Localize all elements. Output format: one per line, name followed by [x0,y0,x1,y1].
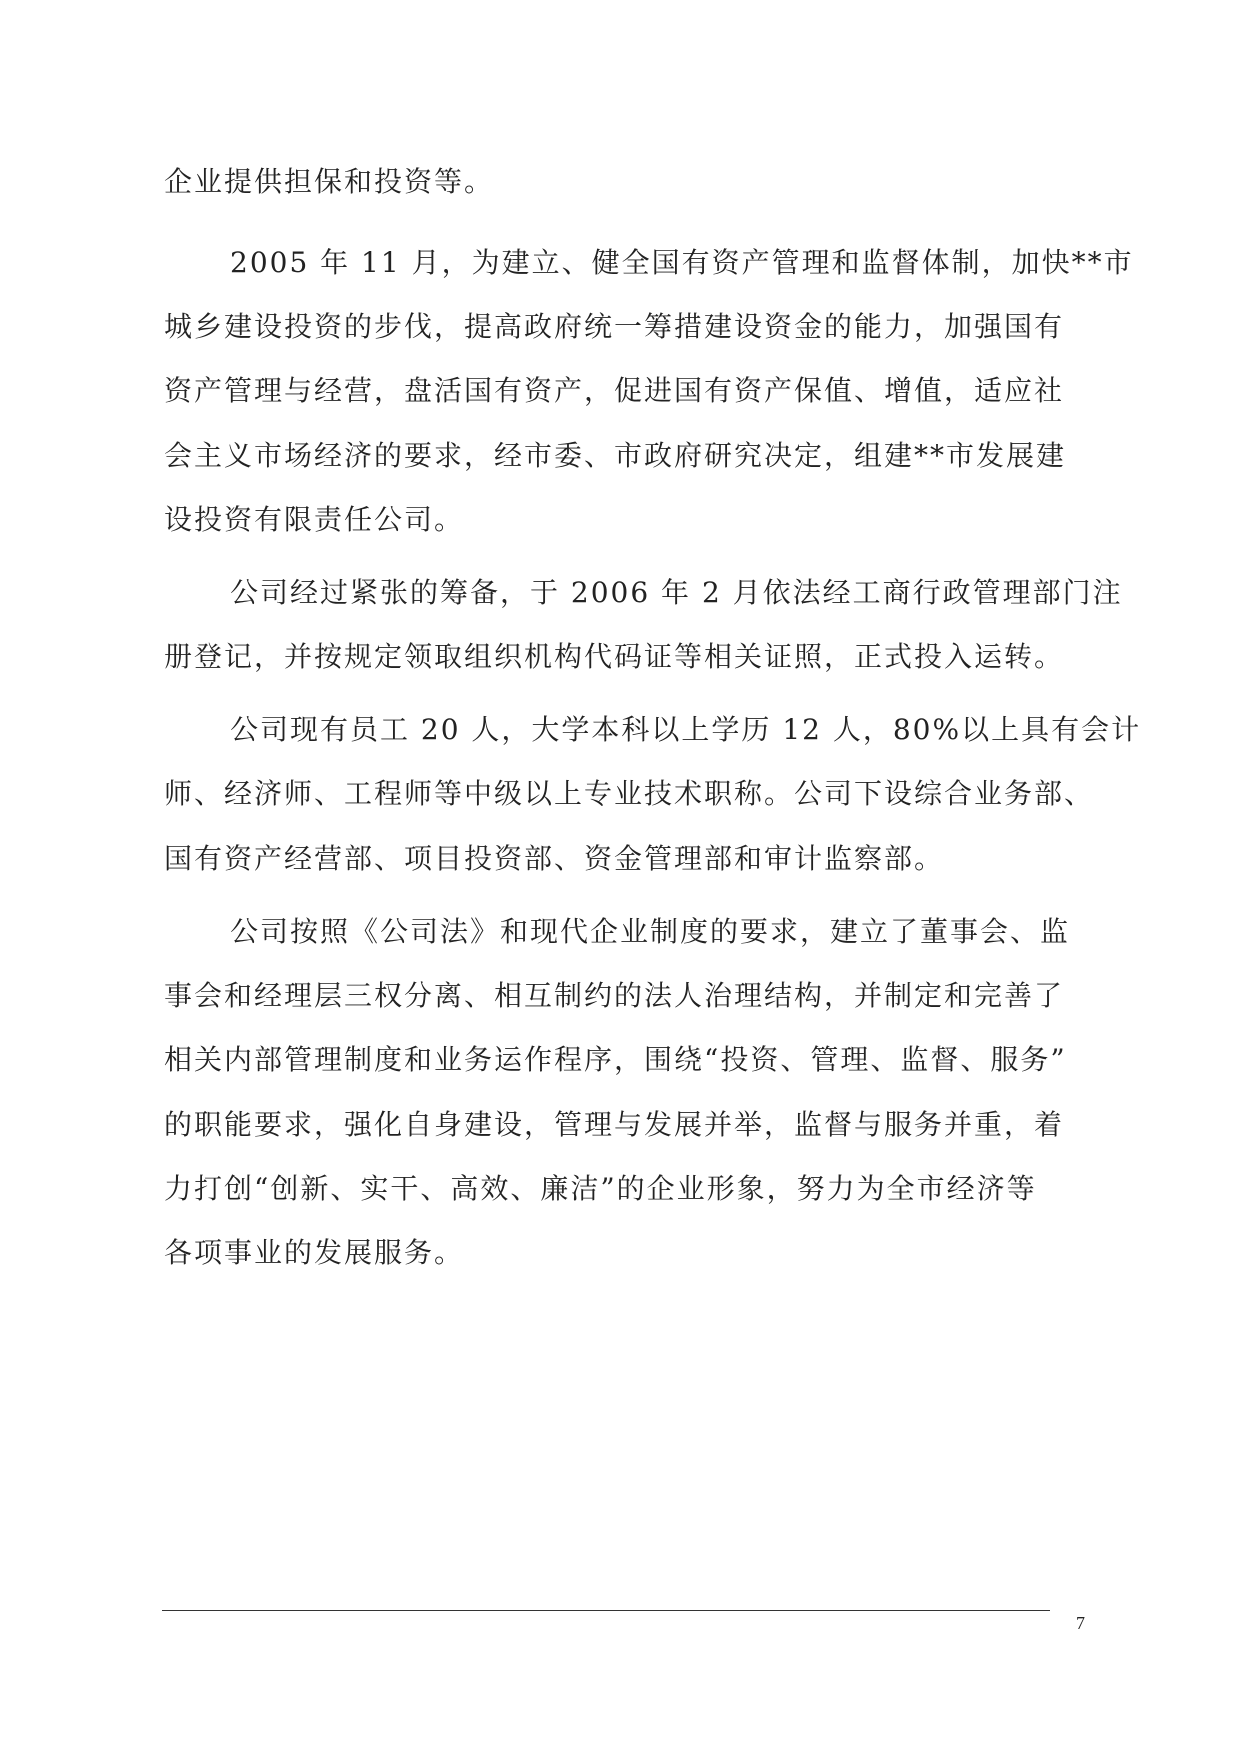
text-line: 的职能要求，强化自身建设，管理与发展并举，监督与服务并重，着 [164,1108,1065,1141]
text-line: 2005 年 11 月，为建立、健全国有资产管理和监督体制，加快**市 [230,246,1134,279]
text-line: 力打创“创新、实干、高效、廉洁”的企业形象，努力为全市经济等 [164,1172,1037,1205]
text-line: 国有资产经营部、项目投资部、资金管理部和审计监察部。 [164,842,945,875]
text-line: 会主义市场经济的要求，经市委、市政府研究决定，组建**市发展建 [164,439,1067,472]
text-line: 公司现有员工 20 人，大学本科以上学历 12 人，80%以上具有会计 [230,713,1142,746]
text-line: 城乡建设投资的步伐，提高政府统一筹措建设资金的能力，加强国有 [164,310,1065,343]
text-line: 相关内部管理制度和业务运作程序，围绕“投资、管理、监督、服务” [164,1043,1067,1076]
page-number: 7 [1076,1613,1085,1633]
text-line: 资产管理与经营，盘活国有资产，促进国有资产保值、增值，适应社 [164,374,1065,407]
text-line: 公司经过紧张的筹备，于 2006 年 2 月依法经工商行政管理部门注 [230,576,1123,609]
text-line: 师、经济师、工程师等中级以上专业技术职称。公司下设综合业务部、 [164,777,1095,810]
text-line: 公司按照《公司法》和现代企业制度的要求，建立了董事会、监 [230,915,1071,948]
text-line: 事会和经理层三权分离、相互制约的法人治理结构，并制定和完善了 [164,979,1065,1012]
text-line: 各项事业的发展服务。 [164,1236,465,1269]
footer-divider [162,1610,1050,1611]
text-line: 册登记，并按规定领取组织机构代码证等相关证照，正式投入运转。 [164,640,1065,673]
text-line: 设投资有限责任公司。 [164,503,465,536]
text-line: 企业提供担保和投资等。 [164,165,495,198]
